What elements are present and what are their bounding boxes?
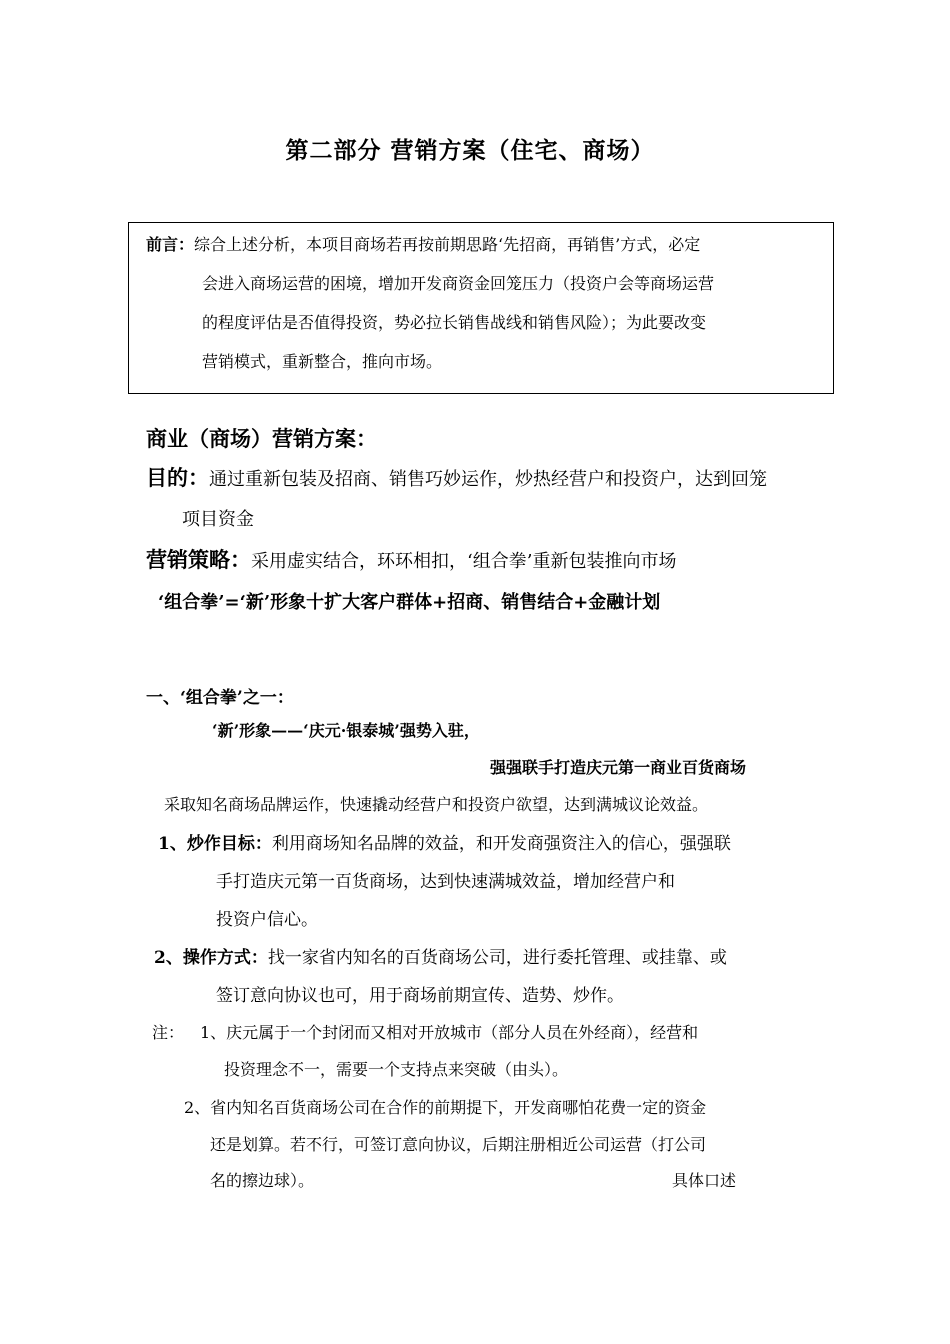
note2-line-1: 2、省内知名百货商场公司在合作的前期提下，开发商哪怕花费一定的资金 xyxy=(184,1098,707,1117)
note1-line-1: 1、庆元属于一个封闭而又相对开放城市（部分人员在外经商），经营和 xyxy=(200,1023,699,1042)
preface-line-3: 的程度评估是否值得投资，势必拉长销售战线和销售风险）；为此要改变 xyxy=(202,313,707,332)
purpose-text-1: 通过重新包装及招商、销售巧妙运作，炒热经营户和投资户，达到回笼 xyxy=(209,469,767,490)
part1-subtitle-1: ‘新’形象——‘庆元·银泰城’强势入驻， xyxy=(212,721,480,740)
part1-intro: 采取知名商场品牌运作，快速撬动经营户和投资户欲望，达到满城议论效益。 xyxy=(164,795,709,814)
item2-label: 2、操作方式： xyxy=(154,948,268,968)
note1-line-2: 投资理念不一，需要一个支持点来突破（由头）。 xyxy=(224,1060,569,1079)
strategy-label: 营销策略： xyxy=(146,547,251,572)
note2-line-3: 名的擦边球）。 xyxy=(210,1171,315,1190)
item1-label: 1、炒作目标： xyxy=(158,834,272,854)
preface-line-2: 会进入商场运营的困境，增加开发商资金回笼压力（投资户会等商场运营 xyxy=(202,274,715,293)
preface-text-1: 综合上述分析，本项目商场若再按前期思路‘先招商，再销售’方式，必定 xyxy=(194,235,701,254)
item2-line-2: 签订意向协议也可，用于商场前期宣传、造势、炒作。 xyxy=(216,986,624,1006)
item1-line-3: 投资户信心。 xyxy=(216,910,318,930)
item1-line-1 xyxy=(158,829,731,854)
strategy-text: 采用虚实结合，环环相扣，‘组合拳’重新包装推向市场 xyxy=(251,551,677,572)
note2-line-2: 还是划算。若不行，可签订意向协议，后期注册相近公司运营（打公司 xyxy=(210,1135,707,1154)
part1-heading: 一、‘组合拳’之一： xyxy=(146,688,294,708)
part1-subtitle-2: 强强联手打造庆元第一商业百货商场 xyxy=(490,758,747,777)
strategy-line xyxy=(146,544,676,574)
note-label: 注： xyxy=(152,1023,185,1042)
item2-line-1 xyxy=(154,943,727,968)
preface-label: 前言： xyxy=(146,235,195,254)
note2-tail: 具体口述 xyxy=(672,1171,737,1190)
purpose-label: 目的： xyxy=(146,465,209,490)
formula-line: ‘组合拳’=‘新’形象十扩大客户群体+招商、销售结合+金融计划 xyxy=(158,592,661,613)
section-heading: 商业（商场）营销方案： xyxy=(146,426,377,451)
page-title: 第二部分 营销方案（住宅、商场） xyxy=(285,137,655,164)
item1-line-2: 手打造庆元第一百货商场，达到快速满城效益，增加经营户和 xyxy=(216,872,675,892)
purpose-line-1 xyxy=(146,462,767,492)
preface-line-1 xyxy=(146,232,700,255)
preface-line-4: 营销模式，重新整合，推向市场。 xyxy=(202,352,443,371)
item2-text-1: 找一家省内知名的百货商场公司，进行委托管理、或挂靠、或 xyxy=(267,948,727,968)
item1-text-1: 利用商场知名品牌的效益，和开发商强资注入的信心，强强联 xyxy=(271,834,731,854)
purpose-line-2: 项目资金 xyxy=(182,509,254,530)
